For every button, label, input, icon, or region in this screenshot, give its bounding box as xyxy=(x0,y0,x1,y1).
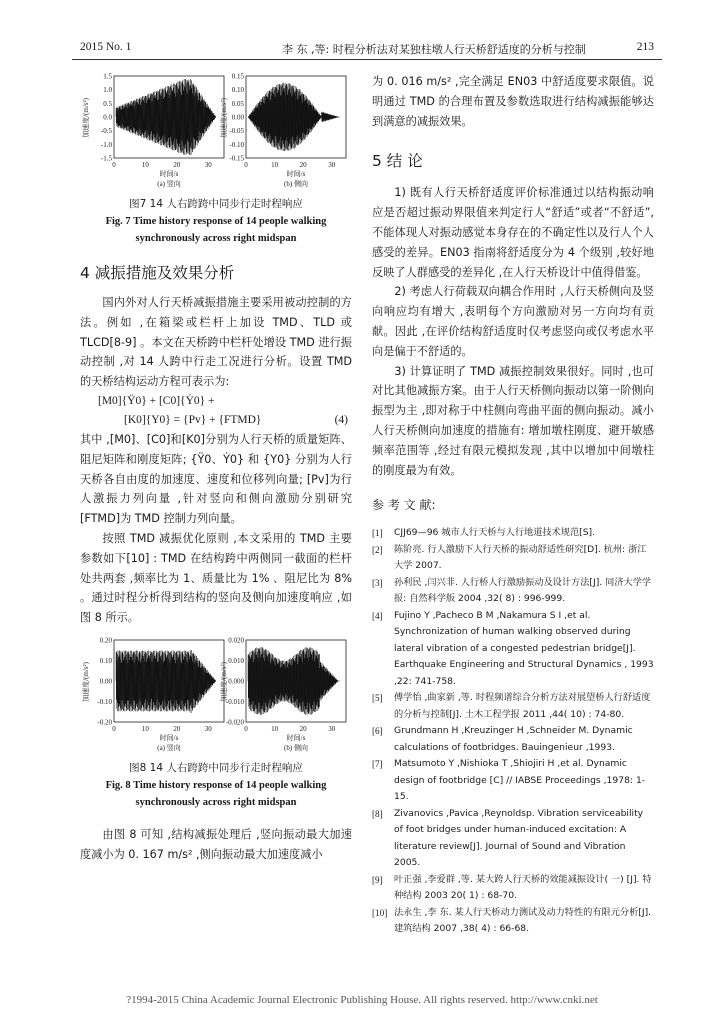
figure-7-caption-en-1: Fig. 7 Time history response of 14 people walking xyxy=(105,216,327,227)
fig8-panel-a xyxy=(81,636,224,752)
y-tick-label: 0.00 xyxy=(231,113,244,122)
reference-item xyxy=(372,756,654,806)
right-column xyxy=(372,72,654,938)
x-tick-label: 30 xyxy=(328,724,336,733)
y-tick-label: -0.010 xyxy=(225,697,244,706)
section-4-paragraph-1: 国内外对人行天桥减振措施主要采用被动控制的方法。例如 ,在箱梁或栏杆上加设 TMD、TLD 或 TLCD[8-9] 。本文在天桥跨中栏杆处增设 TMD 进行振动控制 ,对 14 人跨中行走工况进行分析。设置 TMD 的天桥结构运动方程可表示为: xyxy=(80,296,352,389)
reference-text: 法永生 ,李 东. 某人行天桥动力测试及动力特性的有限元分析[J]. 建筑结构 2007 ,38( 4) : 66-68. xyxy=(394,906,652,935)
paragraph-continued: 为 0. 016 m/s² ,完全满足 EN03 中舒适度要求限值。说明通过 TMD 的合理布置及参数选取进行结构减振能够达到满意的减振效果。 xyxy=(372,75,654,128)
reference-number: [2] xyxy=(372,544,383,555)
equation-4-text-2: [K0]{Y0} = {Pv} + {FTMD} xyxy=(124,413,262,426)
figure-8-caption-en-2: synchronously across right midspan xyxy=(135,796,297,808)
reference-text: 叶正强 ,李爱群 ,等. 某大跨人行天桥的效能减振设计( 一) [J]. 特种结构 2003 20( 1) : 68-70. xyxy=(394,873,652,902)
references-heading: 参 考 文 献: xyxy=(372,498,436,513)
article-running-title: 李 东 ,等: 时程分析法对某独柱墩人行天桥舒适度的分析与控制 xyxy=(282,43,586,56)
x-tick-label: 10 xyxy=(271,161,279,169)
reference-item xyxy=(372,806,654,872)
fig8b-xlabel: 时间/s xyxy=(286,733,306,742)
fig7b-xlabel: 时间/s xyxy=(286,170,306,178)
conclusion-1: 1) 既有人行天桥舒适度评价标准通过以结构振动响应是否超过振动界限值来判定行人“舒适”或者“不舒适”,不能体现人对振动感觉本身存在的不确定性以及行人个人感受的差异。EN03 指南将舒适度分为 4 个级别 ,较好地反映了人群感受的差异化 ,在人行天桥设计中值得借鉴。 xyxy=(372,186,654,279)
fig8b-ylabel: 加速度/(m/s²) xyxy=(220,662,228,702)
equation-4-line-1 xyxy=(80,392,352,411)
reference-item xyxy=(372,542,654,575)
x-tick-label: 30 xyxy=(204,161,212,169)
reference-text: Matsumoto Y ,Nishioka T ,Shiojiri H ,et al. Dynamic design of footbridge [C] // IABSE Proceedings ,1978: 1-15. xyxy=(394,758,646,803)
x-tick-label: 0 xyxy=(244,161,248,169)
y-tick-label: 0.05 xyxy=(231,99,244,108)
reference-text: 傅学怡 ,曲家新 ,等. 时程频谱综合分析方法对展望桥人行舒适度的分析与控制[J]. 土木工程学报 2011 ,44( 10) : 74-80. xyxy=(394,692,651,720)
fig7a-ylabel: 加速度/(m/s²) xyxy=(82,98,90,138)
reference-number: [10] xyxy=(372,907,388,918)
figure-8-caption xyxy=(80,760,352,811)
x-tick-label: 10 xyxy=(271,724,279,733)
fig7a-xlabel: 时间/s xyxy=(159,170,179,178)
figure-8-plots xyxy=(80,636,352,754)
reference-number: [4] xyxy=(372,610,383,621)
conclusion-2: 2) 考虑人行荷载双向耦合作用时 ,人行天桥侧向及竖向响应均有增大 ,表明每个方向激励对另一方向均有贡献。因此 ,在评价结构舒适度时仅考虑竖向或仅考虑水平向是偏于不舒适的。 xyxy=(372,285,654,358)
reference-item xyxy=(372,872,654,905)
fig7-panel-a xyxy=(81,73,224,189)
x-tick-label: 0 xyxy=(244,724,248,733)
fig8b-sublabel: (b) 侧向 xyxy=(284,743,308,752)
x-tick-label: 30 xyxy=(204,724,212,733)
section-4-paragraph-3: 按照 TMD 减振优化原则 ,本文采用的 TMD 主要参数如下[10] : TMD 在结构跨中两侧同一截面的栏杆处共两套 ,频率比为 1、质量比为 1% 、阻尼比为 8% 。通过时程分析得到结构的竖向及侧向加速度响应 ,如图 8 所示。 xyxy=(80,531,352,625)
figure-7-caption xyxy=(80,196,352,247)
reference-number: [1] xyxy=(372,528,383,539)
equation-number: (4) xyxy=(334,413,348,426)
reference-text: Fujino Y ,Pacheco B M ,Nakamura S I ,et al. Synchronization of human walking observed during lateral vibration of a congested pedestrian bridge[J]. Earthquake Engineering and Structural Dynamics , 1993 ,22: 741-758. xyxy=(394,609,654,687)
fig8-panel-b xyxy=(219,636,346,752)
x-tick-label: 30 xyxy=(328,161,336,169)
reference-number: [6] xyxy=(372,726,383,737)
fig8a-xlabel: 时间/s xyxy=(159,733,179,742)
y-tick-label: 0.5 xyxy=(103,99,112,108)
figure-7-plots xyxy=(80,72,352,190)
reference-text: CJJ69—96 城市人行天桥与人行地道技术规范[S]. xyxy=(394,527,596,539)
running-header xyxy=(72,38,662,60)
y-tick-label: -0.15 xyxy=(229,154,244,163)
y-tick-label: 0.15 xyxy=(231,72,244,81)
reference-item xyxy=(372,690,654,723)
y-tick-label: -0.10 xyxy=(97,697,112,706)
reference-number: [5] xyxy=(372,693,383,704)
x-tick-label: 10 xyxy=(141,161,149,169)
reference-text: Zivanovics ,Pavica ,Reynoldsp. Vibration serviceability of foot bridges under human-induced excitation: A literature review[J]. Journal of Sound and Vibration 2005. xyxy=(394,807,644,869)
figure-7-caption-en-2: synchronously across right midspan xyxy=(135,233,297,244)
fig7b-ylabel: 加速度/(m/s²) xyxy=(220,98,228,138)
y-tick-label: -0.05 xyxy=(229,127,244,136)
y-tick-label: 0.000 xyxy=(228,677,244,686)
section-4-paragraph-2: 其中 ,[M0]、[C0]和[K0]分别为人行天桥的质量矩阵、阻尼矩阵和刚度矩阵; {Ÿ0、Ẏ0} 和 {Y0} 分别为人行天桥各自由度的加速度、速度和位移列向量; [Pv]为行人激振力列向量 ,针对竖向和侧向激励分别研究 [FTMD]为 TMD 控制力列向量。 xyxy=(80,432,352,526)
reference-number: [9] xyxy=(372,874,383,885)
reference-item xyxy=(372,723,654,756)
section-4-heading: 4 减振措施及效果分析 xyxy=(80,264,235,282)
y-tick-label: -0.020 xyxy=(225,718,244,727)
reference-item xyxy=(372,905,654,938)
figure-7 xyxy=(80,72,352,247)
reference-text: 孙利民 ,闫兴非. 人行桥人行激励振动及设计方法[J]. 同济大学学报: 自然科学版 2004 ,32( 8) : 996-999. xyxy=(394,576,652,605)
equation-4-text-1: [M0]{Ÿ0} + [C0]{Ẏ0} + xyxy=(98,394,215,407)
reference-number: [8] xyxy=(372,808,383,819)
fig7b-sublabel: (b) 侧向 xyxy=(284,180,308,188)
conclusion-3: 3) 计算证明了 TMD 减振控制效果很好。同时 ,也可对比其他减振方案。由于人行天桥侧向振动以第一阶侧向振型为主 ,即对称于中柱侧向弯曲平面的侧向振动。减小人行天桥侧向加速度的措施有: 增加墩柱刚度、避开敏感频率范围等 ,经过有限元模拟发现 ,其中以增加中间墩柱的刚度最为有效。 xyxy=(372,364,654,477)
y-tick-label: 0.020 xyxy=(228,636,244,645)
y-tick-label: -1.0 xyxy=(100,140,112,149)
journal-issue: 2015 No. 1 xyxy=(80,41,132,53)
y-tick-label: 0.20 xyxy=(99,636,112,645)
fig7-panel-b xyxy=(219,73,346,189)
paragraph-after-figure-8: 由图 8 可知 ,结构减振处理后 ,竖向振动最大加速度减小为 0. 167 m/s² ,侧向振动最大加速度减小 xyxy=(80,827,352,861)
y-tick-label: 1.0 xyxy=(103,86,112,95)
page-number: 213 xyxy=(636,41,654,53)
reference-item xyxy=(372,575,654,608)
section-5-heading: 5 结 论 xyxy=(372,152,423,171)
y-tick-label: 0.010 xyxy=(228,656,244,665)
x-tick-label: 20 xyxy=(299,161,307,169)
copyright-footer: ?1994-2015 China Academic Journal Electronic Publishing House. All rights reserved. http://www.cnki.net xyxy=(126,994,598,1006)
fig8a-ylabel: 加速度/(m/s²) xyxy=(82,662,90,702)
x-tick-label: 20 xyxy=(299,724,307,733)
x-tick-label: 0 xyxy=(112,161,116,169)
y-tick-label: -0.20 xyxy=(97,718,112,727)
reference-item xyxy=(372,525,654,542)
equation-4-line-2 xyxy=(80,411,352,430)
reference-number: [7] xyxy=(372,759,383,770)
reference-text: Grundmann H ,Kreuzinger H ,Schneider M. Dynamic calculations of footbridges. Bauingenieur ,1993. xyxy=(394,725,633,753)
left-column xyxy=(80,72,352,865)
x-tick-label: 20 xyxy=(173,161,181,169)
y-tick-label: -0.10 xyxy=(229,140,244,149)
y-tick-label: 0.10 xyxy=(231,86,244,95)
figure-7-caption-cn: 图7 14 人右跨跨中同步行走时程响应 xyxy=(129,198,303,210)
x-tick-label: 0 xyxy=(112,724,116,733)
reference-text: 陈阶亮. 行人激励下人行天桥的振动舒适性研究[D]. 杭州: 浙江大学 2007. xyxy=(394,543,647,572)
fig7a-sublabel: (a) 竖向 xyxy=(157,180,181,188)
reference-list xyxy=(372,525,654,938)
y-tick-label: -1.5 xyxy=(100,154,112,163)
x-tick-label: 20 xyxy=(173,724,181,733)
x-tick-label: 10 xyxy=(141,724,149,733)
y-tick-label: -0.5 xyxy=(100,127,112,136)
figure-8 xyxy=(80,636,352,811)
reference-item xyxy=(372,608,654,691)
y-tick-label: 0.00 xyxy=(99,677,112,686)
figure-8-caption-cn: 图8 14 人右跨跨中同步行走时程响应 xyxy=(129,761,303,774)
y-tick-label: 1.5 xyxy=(103,72,112,81)
figure-8-caption-en-1: Fig. 8 Time history response of 14 people walking xyxy=(105,779,327,791)
fig8a-sublabel: (a) 竖向 xyxy=(157,743,181,752)
y-tick-label: 0.10 xyxy=(99,656,112,665)
reference-number: [3] xyxy=(372,577,383,588)
y-tick-label: 0.0 xyxy=(103,113,112,122)
